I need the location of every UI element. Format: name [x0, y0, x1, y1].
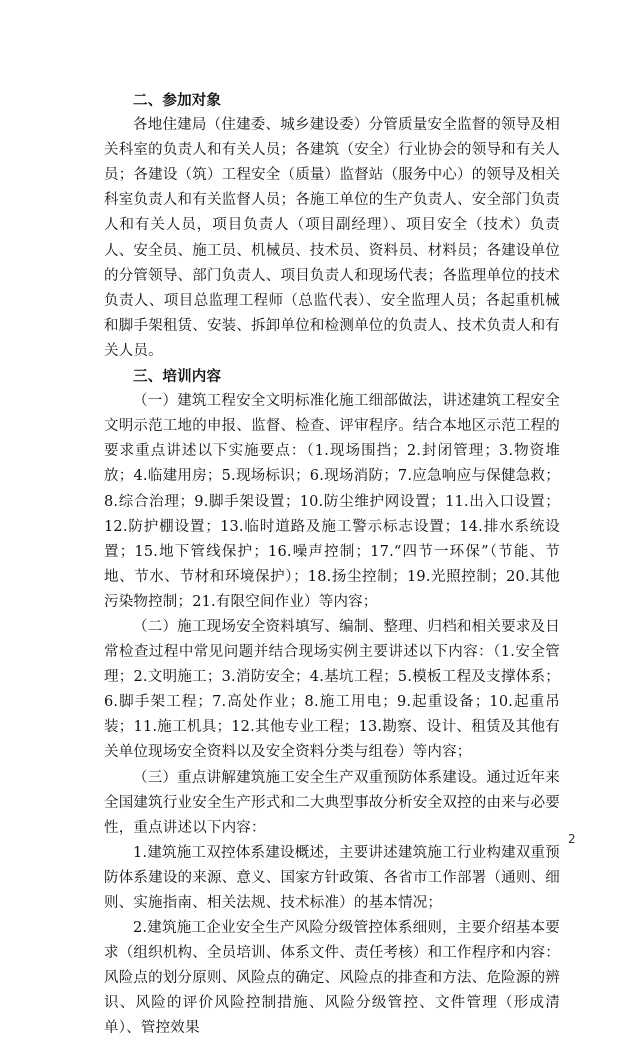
document-body: [104, 88, 560, 1042]
participants-paragraph: 各地住建局（住建委、城乡建设委）分管质量安全监督的领导及相关科室的负责人和有关人员；各建筑（安全）行业协会的领导和有关人员；各建设（筑）工程安全（质量）监督站（服务中心）的领导及相关科室负责人和有关监督人员；各施工单位的生产负责人、安全部门负责人和有关人员，项目负责人（项目副经理）、项目安全（技术）负责人、安全员、施工员、机械员、技术员、资料员、材料员；各建设单位的分管领导、部门负责人、项目负责人和现场代表；各监理单位的技术负责人、项目总监理工程师（总监代表）、安全监理人员；各起重机械和脚手架租赁、安装、拆卸单位和检测单位的负责人、技术负责人和有关人员。: [104, 117, 560, 359]
page-number: 2: [568, 832, 576, 846]
training-item-2: （二）施工现场安全资料填写、编制、整理、归档和相关要求及日常检查过程中常见问题并结合现场实例主要讲述以下内容：（1.安全管理；2.文明施工；3.消防安全；4.基坑工程；5.模板工程及支撑体系；6.脚手架工程；7.高处作业；8.施工用电；9.起重设备；10.起重吊装；11.施工机具；12.其他专业工程；13.勘察、设计、租赁及其他有关单位现场安全资料以及安全资料分类与组卷）等内容；: [104, 618, 560, 761]
section-heading-participants: 二、参加对象: [133, 92, 222, 109]
training-item-3-2: 2.建筑施工企业安全生产风险分级管控体系细则，主要介绍基本要求（组织机构、全员培训、体系文件、责任考核）和工作程序和内容：风险点的划分原则、风险点的确定、风险点的排查和方法、危险源的辨识、风险的评价风险控制措施、风险分级管控、文件管理（形成清单）、管控效果: [104, 920, 560, 1037]
training-item-1: （一）建筑工程安全文明标准化施工细部做法，讲述建筑工程安全文明示范工地的申报、监督、检查、评审程序。结合本地区示范工程的要求重点讲述以下实施要点：（1.现场围挡；2.封闭管理；3.物资堆放；4.临建用房；5.现场标识；6.现场消防；7.应急响应与保健急救；8.综合治理；9.脚手架设置；10.防尘维护网设置；11.出入口设置；12.防护棚设置；13.临时道路及施工警示标志设置；14.排水系统设置；15.地下管线保护；16.噪声控制；17.“四节一环保”（节能、节地、节水、节材和环境保护）；18.扬尘控制；19.光照控制；20.其他污染物控制；21.有限空间作业）等内容；: [104, 393, 560, 610]
section-heading-training-content: 三、培训内容: [133, 368, 222, 386]
training-item-3-1: 1.建筑施工双控体系建设概述，主要讲述建筑施工行业构建双重预防体系建设的来源、意义、国家方针政策、各省市工作部署（通则、细则、实施指南、相关法规、技术标准）的基本情况；: [104, 844, 560, 911]
training-item-3: （三）重点讲解建筑施工安全生产双重预防体系建设。通过近年来全国建筑行业安全生产形式和二大典型事故分析安全双控的由来与必要性，重点讲述以下内容：: [104, 769, 560, 836]
